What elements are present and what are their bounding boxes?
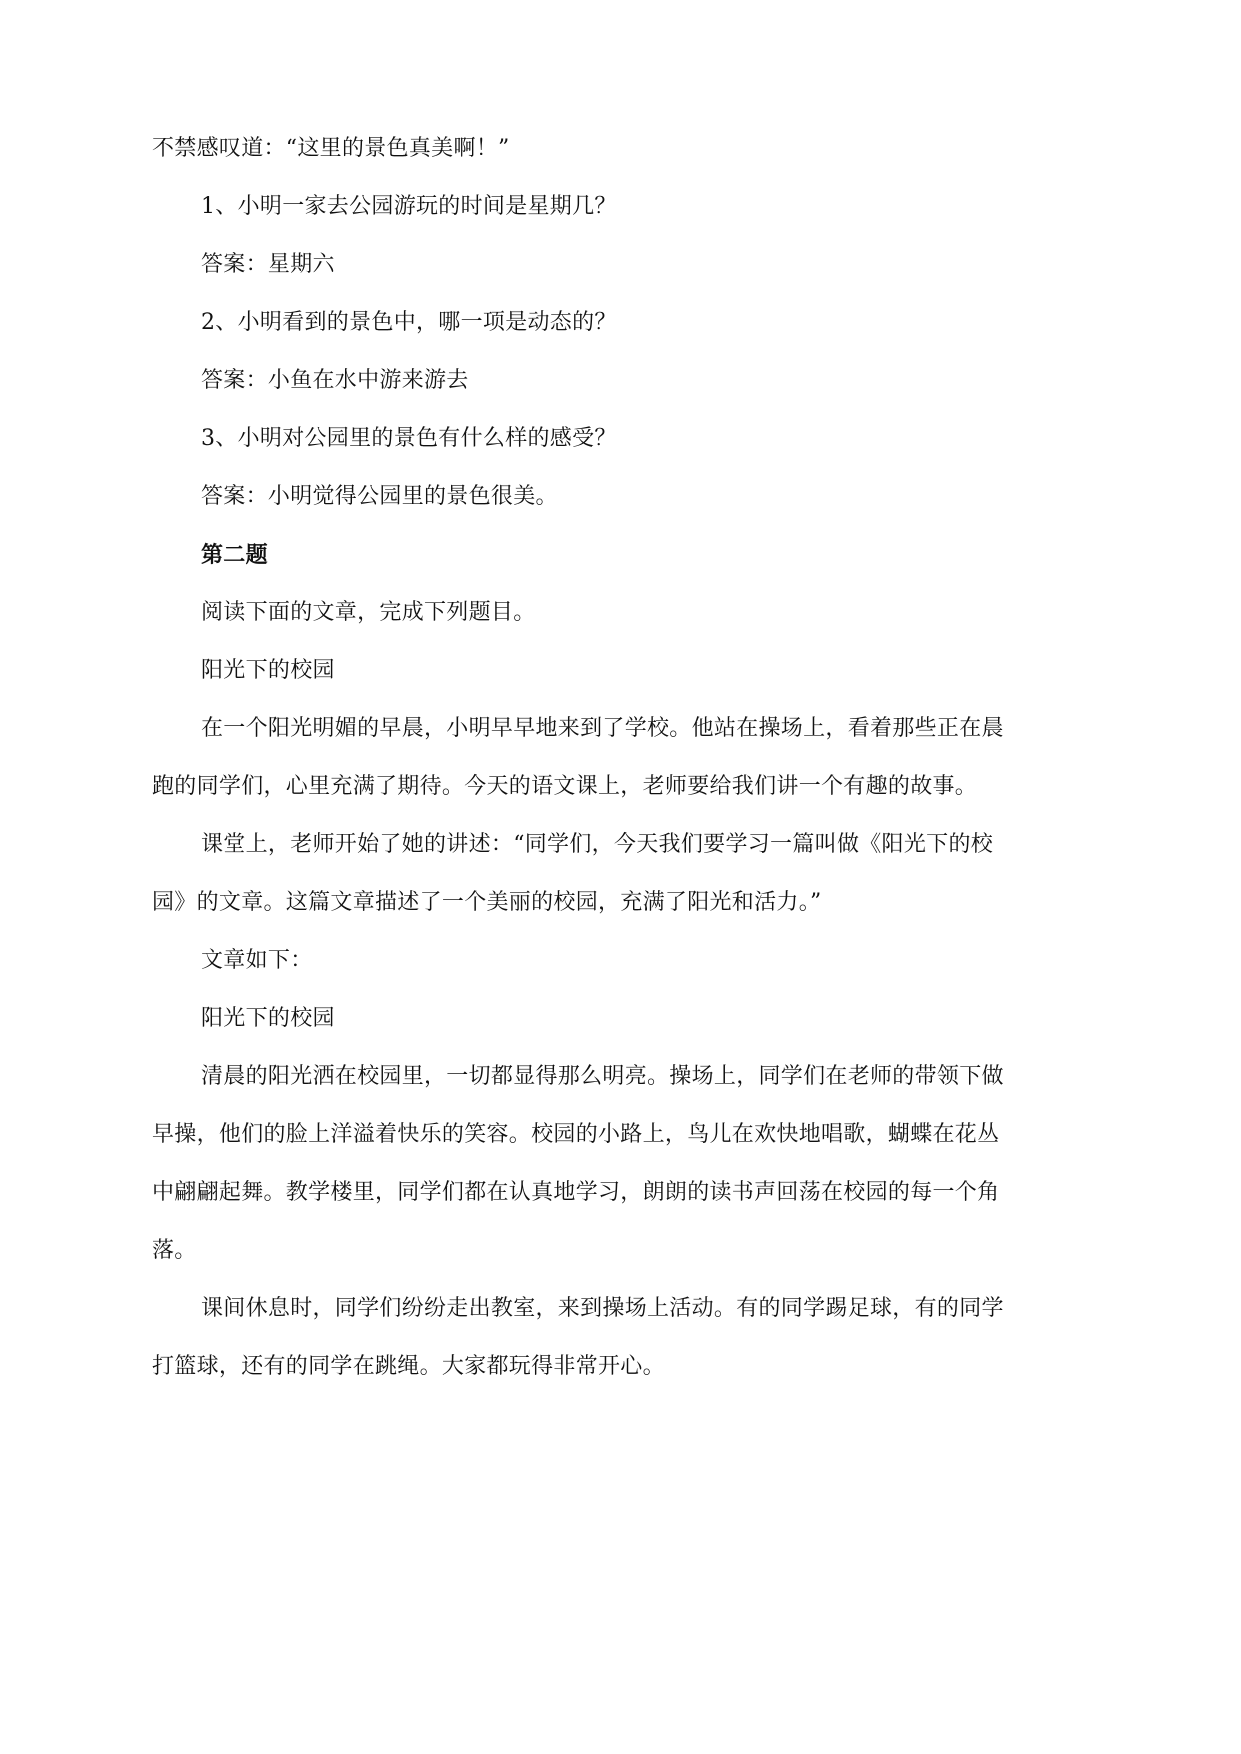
section-heading: 第二题 [201, 542, 268, 568]
paragraph-line: 早操，他们的脸上洋溢着快乐的笑容。校园的小路上，鸟儿在欢快地唱歌，蝴蝶在花丛 [152, 1122, 1000, 1147]
paragraph-line: 课间休息时，同学们纷纷走出教室，来到操场上活动。有的同学踢足球，有的同学 [201, 1296, 1004, 1321]
instruction-text: 阅读下面的文章，完成下列题目。 [201, 600, 536, 625]
paragraph-line: 文章如下： [201, 948, 313, 973]
answer-3: 答案：小明觉得公园里的景色很美。 [201, 484, 558, 509]
paragraph-line: 中翩翩起舞。教学楼里，同学们都在认真地学习，朗朗的读书声回荡在校园的每一个角 [152, 1180, 1000, 1205]
text-line: 不禁感叹道：“这里的景色真美啊！” [152, 136, 510, 161]
question-3: 3、小明对公园里的景色有什么样的感受？ [201, 426, 617, 451]
answer-1: 答案：星期六 [201, 252, 335, 277]
paragraph-line: 园》的文章。这篇文章描述了一个美丽的校园，充满了阳光和活力。” [152, 890, 822, 915]
question-2: 2、小明看到的景色中，哪一项是动态的？ [201, 310, 617, 335]
paragraph-line: 在一个阳光明媚的早晨，小明早早地来到了学校。他站在操场上，看着那些正在晨 [201, 716, 1004, 741]
paragraph-line: 跑的同学们，心里充满了期待。今天的语文课上，老师要给我们讲一个有趣的故事。 [152, 774, 978, 799]
article-title: 阳光下的校园 [201, 1006, 335, 1031]
paragraph-line: 清晨的阳光洒在校园里，一切都显得那么明亮。操场上，同学们在老师的带领下做 [201, 1064, 1004, 1089]
paragraph-line: 落。 [152, 1238, 197, 1263]
paragraph-line: 打篮球，还有的同学在跳绳。大家都玩得非常开心。 [152, 1354, 665, 1379]
article-title: 阳光下的校园 [201, 658, 335, 683]
paragraph-line: 课堂上，老师开始了她的讲述：“同学们，今天我们要学习一篇叫做《阳光下的校 [201, 832, 994, 857]
answer-2: 答案：小鱼在水中游来游去 [201, 368, 469, 393]
question-1: 1、小明一家去公园游玩的时间是星期几？ [201, 194, 617, 219]
